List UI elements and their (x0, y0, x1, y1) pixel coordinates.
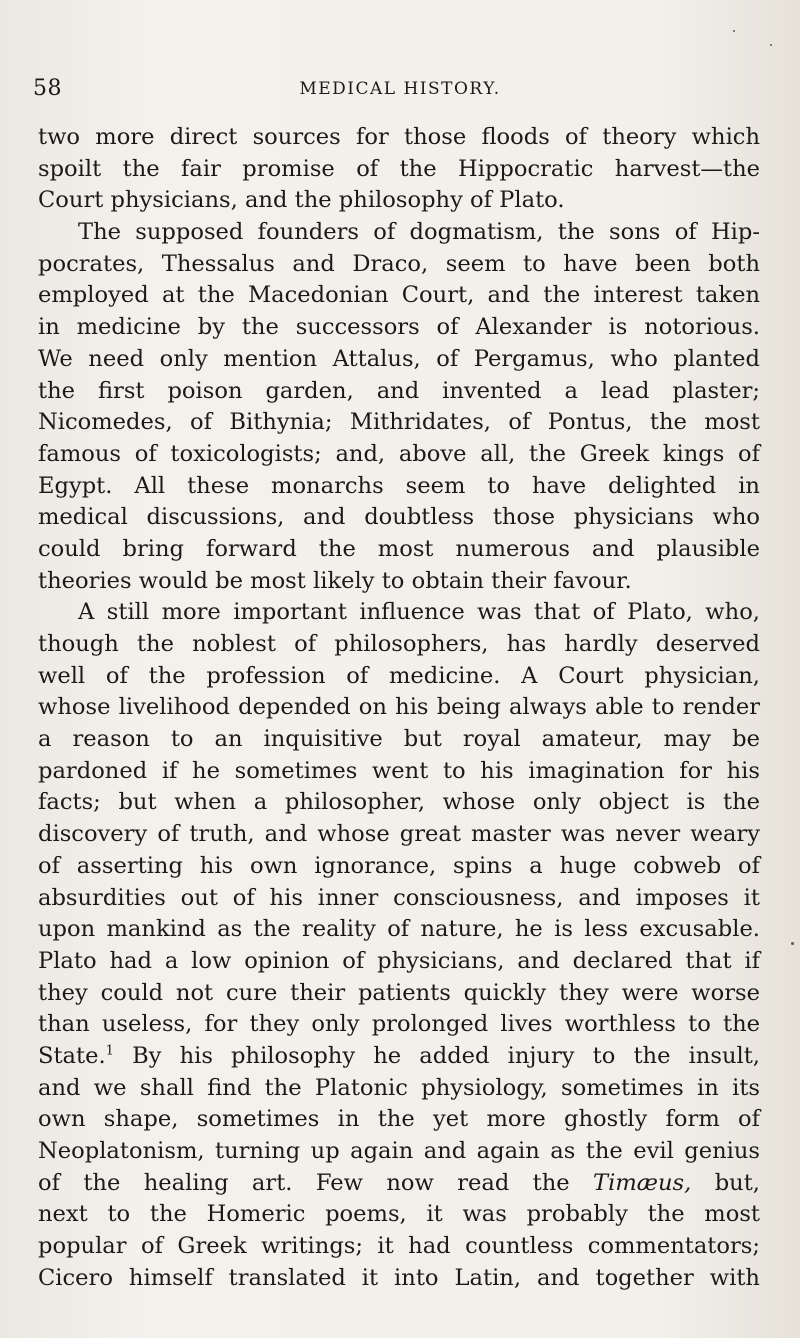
text-line: Cicero himself translated it into Latin, and together with (38, 1264, 760, 1291)
paragraph-start-line: The supposed founders of dogmatism, the sons of Hip- (78, 219, 760, 246)
text-line: than useless, for they only prolonged lives worthless to the (38, 1011, 760, 1038)
ink-speck (733, 30, 735, 32)
text-line: pardoned if he sometimes went to his imagination for his (38, 757, 760, 784)
text-line: pocrates, Thessalus and Draco, seem to have been both (38, 250, 760, 277)
text-line: could bring forward the most numerous and plausible (38, 535, 760, 562)
text-line-with-footnote (38, 1041, 760, 1073)
text-line: Court physicians, and the philosophy of Plato. (38, 187, 565, 214)
text-line: discovery of truth, and whose great master was never weary (38, 821, 760, 848)
line-segment: but, (691, 1169, 760, 1196)
text-line: upon mankind as the reality of nature, he is less excusable. (38, 916, 760, 943)
text-line: We need only mention Attalus, of Pergamus, who planted (38, 345, 760, 372)
text-line: popular of Greek writings; it had countless commentators; (38, 1233, 760, 1260)
text-line: a reason to an inquisitive but royal amateur, may be (38, 726, 760, 753)
ink-speck (770, 44, 772, 46)
text-line: famous of toxicologists; and, above all, the Greek kings of (38, 440, 760, 467)
text-line: the first poison garden, and invented a lead plaster; (38, 377, 760, 404)
line-segment: of the healing art. Few now read the (38, 1169, 594, 1196)
text-line: Egypt. All these monarchs seem to have delighted in (38, 472, 760, 499)
page-number: 58 (33, 76, 62, 101)
text-line: own shape, sometimes in the yet more ghostly form of (38, 1106, 760, 1133)
ink-speck (791, 942, 794, 945)
line-segment: State. (38, 1042, 106, 1069)
book-title: Timæus, (593, 1169, 692, 1196)
text-line: theories would be most likely to obtain their favour. (38, 567, 632, 594)
text-line: they could not cure their patients quickly they were worse (38, 979, 760, 1006)
paragraph-start-line: A still more important influence was that of Plato, who, (78, 599, 760, 626)
text-line: well of the profession of medicine. A Court physician, (38, 662, 760, 689)
line-segment: By his philosophy he added injury to the insult, (113, 1042, 760, 1069)
text-line: two more direct sources for those floods of theory which (38, 124, 760, 150)
text-line: Plato had a low opinion of physicians, and declared that if (38, 947, 760, 974)
text-line: and we shall find the Platonic physiology, sometimes in its (38, 1074, 760, 1101)
text-line: Nicomedes, of Bithynia; Mithridates, of Pontus, the most (38, 409, 760, 436)
text-line: employed at the Macedonian Court, and the interest taken (38, 282, 760, 309)
running-head: MEDICAL HISTORY. (299, 79, 501, 99)
footnote-marker: 1 (105, 1043, 114, 1059)
text-line: medical discussions, and doubtless those physicians who (38, 504, 760, 531)
text-line: though the noblest of philosophers, has hardly deserved (38, 631, 760, 657)
text-line: next to the Homeric poems, it was probably the most (38, 1201, 760, 1228)
text-line: whose livelihood depended on his being always able to render (38, 694, 760, 721)
text-line: spoilt the fair promise of the Hippocratic harvest—the (38, 155, 760, 182)
text-line: facts; but when a philosopher, whose only object is the (38, 789, 760, 816)
text-line: Neoplatonism, turning up again and again as the evil genius (38, 1138, 760, 1164)
text-line: of asserting his own ignorance, spins a huge cobweb of (38, 852, 760, 879)
body-text (38, 122, 760, 1294)
text-line: absurdities out of his inner consciousness, and imposes it (38, 884, 760, 911)
text-line: in medicine by the successors of Alexander is notorious. (38, 314, 760, 341)
text-line-with-title (38, 1168, 760, 1200)
page-header (0, 76, 800, 106)
